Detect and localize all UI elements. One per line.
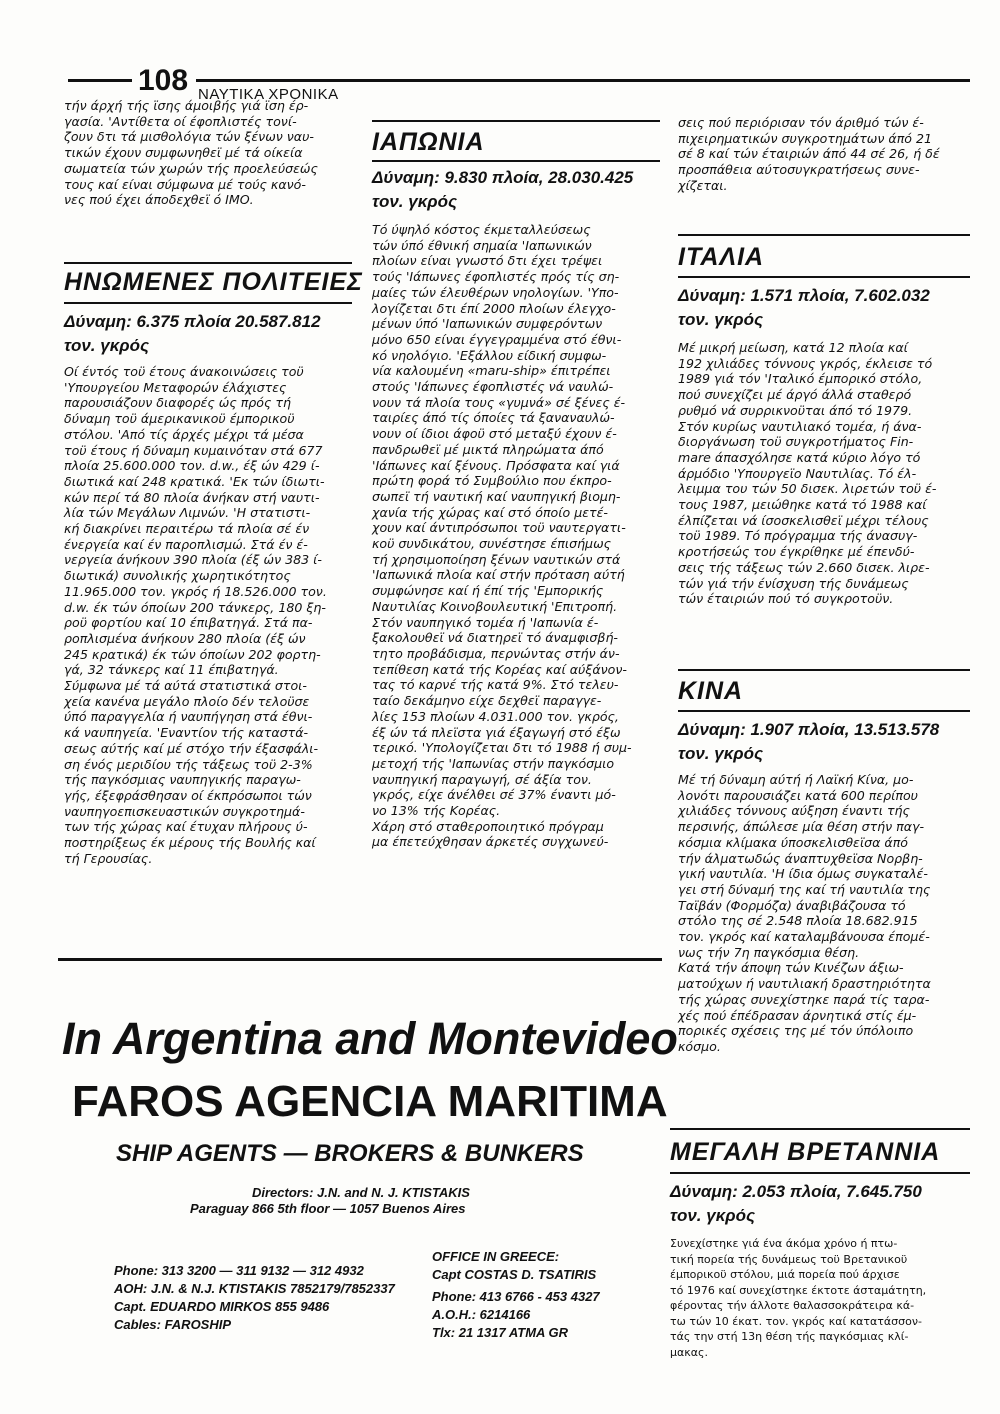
china-heading-rule-bottom: [678, 710, 970, 712]
italy-heading-rule-bottom: [678, 276, 970, 278]
col3-intro-text: σεις πού περιόρισαν τόν άριθμό τών έ- πιχειρηματικών συγκροτημάτων άπό 21 σέ 8 καί τών έταιριών άπό 44 σέ 26, ή δέ προσπάθεια αύτοσυγκρατήσεως συνε- χίζεται.: [678, 115, 940, 193]
usa-heading-rule-bottom: [64, 302, 352, 304]
usa-power: Δύναμη: 6.375 πλοία 20.587.812 τον. γκρός: [64, 312, 321, 355]
japan-heading-rule-top: [372, 120, 660, 122]
ad-greece-telex: Tlx: 21 1317 ATMA GR: [432, 1325, 569, 1340]
ad-greece-label: OFFICE IN GREECE:: [432, 1249, 560, 1264]
japan-power: Δύναμη: 9.830 πλοία, 28.030.425 τον. γκρός: [372, 168, 634, 211]
ad-contacts: [114, 1262, 395, 1334]
japan-heading-rule-bottom: [372, 160, 660, 162]
usa-heading: ΗΝΩΜΕΝΕΣ ΠΟΛΙΤΕΙΕΣ: [64, 268, 363, 296]
china-heading: ΚΙΝΑ: [678, 677, 744, 705]
uk-text: Συνεχίστηκε γιά ένα άκόμα χρόνο ή πτω- τική πορεία τής δυνάμεως τοϋ Βρετανικοϋ έμπορικοϋ στόλου, μιά πορεία πού άρχισε τό 1976 καί συνεχίστηκε έκτοτε άσταμάτητη, φέροντας τήν άλλοτε θαλασσοκράτειρα κά- τω τών 10 έκατ. τον. γκρός καί κατατάσσον- τάς την στή 13η θέση τής παγκόσμιας κλί- μακας.: [670, 1237, 927, 1359]
ad-top-rule: [58, 958, 662, 961]
italy-heading: ΙΤΑΛΙΑ: [678, 243, 765, 271]
usa-text: Οί έντός τοϋ έτους άνακοινώσεις τοϋ 'Υπουργείου Μεταφορών έλάχιστες παρουσιάζουν διαφορές ώς πρός τή δύναμη τοϋ άμερικανικοϋ έμπορικοϋ στόλου. 'Από τίς άρχές μέχρι τά μέσα τοϋ έτους ή δύναμη κυμαινόταν στά 677 πλοία 25.600.000 τον. d.w., έξ ών 429 ί- διωτικά καί 248 κρατικά. 'Εκ τών ίδιωτι- κών περί τά 80 πλοία άνήκαν στή ναυτι- λία τών Μεγάλων Λιμνών. 'Η στατιστι- κή διακρίνει περαιτέρω τά πλοία σέ έν ένεργεία καί έν παροπλισμώ. Στά έν έ- νεργεία άνήκουν 390 πλοία (έξ ών 383 ί- διωτικά) συνολικής χωρητικότητος 11.965.000 τον. γκρός ή 18.526.000 τον. d.w. έκ τών όποίων 200 τάνκερς, 180 ξη- ροϋ φορτίου καί 10 έπιβατηγά. Στά πα- ροπλισμένα άνήκουν 280 πλοία (έξ ών 245 κρατικά) έκ τών όποίων 202 φορτη- γά, 32 τάνκερς καί 11 έπιβατηγά. Σύμφωνα μέ τά αύτά στατιστικά στοι- χεία κανένα μεγάλο πλοίο δέν τελοϋσε ύπό παραγγελία ή ναυπήγηση στά έθνι- κά ναυπηγεία. 'Εναντίον τής καταστά- σεως αύτής καί μέ στόχο τήν έξασφάλι- ση ένός μεριδίου τής τάξεως τοϋ 2-3% τής παγκόσμιας ναυπηγικής παραγω- γής, έξεφράσθησαν οί έκπρόσωποι τών ναυπηγοεπισκευαστικών συγκροτημά- των τής χώρας καί έτυχαν πλήρους ύ- ποστηρίξεως έκ μέρους τής Βουλής καί τή Γερουσίας.: [64, 364, 327, 866]
usa-heading-rule-top: [64, 262, 352, 264]
ad-aoh: AOH: J.N. & N.J. KTISTAKIS 7852179/7852337: [114, 1281, 395, 1296]
page-number: 108: [138, 64, 189, 97]
ad-phone: Phone: 313 3200 — 311 9132 — 312 4932: [114, 1263, 364, 1278]
ad-captain: Capt. EDUARDO MIRKOS 855 9486: [114, 1299, 330, 1314]
uk-heading-rule-top: [670, 1128, 970, 1130]
uk-power: Δύναμη: 2.053 πλοία, 7.645.750 τον. γκρός: [670, 1182, 922, 1225]
header-rule-left: [68, 79, 132, 82]
uk-heading-rule-bottom: [670, 1172, 970, 1174]
ad-greece-office: [432, 1248, 600, 1342]
ad-greece-aoh: A.O.H.: 6214166: [432, 1307, 531, 1322]
uk-heading: ΜΕΓΑΛΗ ΒΡΕΤΑΝΝΙΑ: [670, 1138, 941, 1166]
ad-greece-contact: Capt COSTAS D. TSATIRIS: [432, 1267, 597, 1282]
ad-cables: Cables: FAROSHIP: [114, 1317, 232, 1332]
header-rule-right: [196, 79, 970, 82]
china-text: Μέ τή δύναμη αύτή ή Λαϊκή Κίνα, μο- λονότι παρουσιάζει κατά 600 περίπου χιλιάδες τόννους αύξηση έναντι τής περσινής, άπώλεσε μία θέση στήν παγ- κόσμια κλίμακα ύποσκελισθεϊσα άπό τήν άλματωδώς άναπτυχθεϊσα Νορβη- γική ναυτιλία. 'Η ίδια όμως συγκαταλέ- γει στή δύναμή της καί τή ναυτιλία της Ταϊβάν (Φορμόζα) άναβιβάζουσα τό στόλο της σέ 2.548 πλοία 18.682.915 τον. γκρός καί καταλαμβάνουσα έπομέ- νως τήν 7η παγκόσμια θέση. Κατά τήν άποψη τών Κινέζων άξιω- ματούχων ή ναυτιλιακή δραστηριότητα τής χώρας συνεχίστηκε παρά τίς ταρα- χές πού έπέδρασαν άρνητικά στίς έμ- πορικές σχέσεις της μέ τόν ύπόλοιπο κόσμο.: [678, 772, 931, 1054]
publication-title: ΝΑΥΤΙΚΑ ΧΡΟΝΙΚΑ: [198, 86, 339, 103]
japan-heading: ΙΑΠΩΝΙΑ: [372, 128, 485, 156]
ad-headline: In Argentina and Montevideo: [62, 1013, 678, 1064]
ad-directors: Directors: J.N. and N. J. KTISTAKIS: [252, 1185, 470, 1200]
japan-text: Τό ύψηλό κόστος έκμεταλλεύσεως τών ύπό έθνική σημαία 'Ιαπωνικών πλοίων είναι γνωστό δτι έχει τρέψει τούς 'Ιάπωνες έφοπλιστές πρός τίς ση- μαίες τών έλευθέρων νηολογίων. 'Υπο- λογίζεται δτι έπί 2000 πλοίων έλεγχο- μένων ύπό 'Ιαπωνικών συμφερόντων μόνο 650 είναι έγγεγραμμένα στό έθνι- κό νηολόγιο. 'Εξάλλου είδική συμφω- νία καλουμένη «maru-ship» έπιτρέπει στούς 'Ιάπωνες έφοπλιστές νά ναυλώ- νουν τά πλοία τους «γυμνά» σέ ξένες έ- ταιρίες άπό τίς όποίες τά ξαναναυλώ- νουν οί ίδιοι άφοϋ στό μεταξύ έχουν έ- πανδρωθεϊ μέ μικτά πληρώματα άπό 'Ιάπωνες καί ξένους. Πρόσφατα καί γιά πρώτη φορά τό Συμβούλιο που έκπρο- σωπεϊ τή ναυτική καί ναυπηγική βιομη- χανία τής χώρας καί στό όποίο μετέ- χουν καί άντιπρόσωποι τοϋ ναυτεργατι- κοϋ συνδικάτου, συνέστησε έπισήμως τή χρησιμοποίηση ξένων ναυτικών στά 'Ιαπωνικά πλοία καί στήν πρόταση αύτή συμφώνησε καί ή έπί τής 'Εμπορικής Ναυτιλίας Κοινοβουλευτική 'Επιτροπή. Στόν ναυπηγικό τομέα ή 'Ιαπωνία έ- ξακολουθεϊ νά διατηρεϊ τό άναμφισβή- τητο προβάδισμα, περνώντας στήν άν- τεπίθεση κατά τής Κορέας καί αύξάνον- τας τό καρνέ τής κατά 9%. Στό τελευ- ταίο δεκάμηνο είχε δεχθεϊ παραγγε- λίες 153 πλοίων 4.031.000 τον. γκρός, έξ ών τά πλεϊστα γιά έξαγωγή στό έξω τερικό. 'Υπολογίζεται δτι τό 1988 ή συμ- μετοχή τής 'Ιαπωνίας στήν παγκόσμιο ναυπηγική παραγωγή, σέ άξία τον. γκρός, είχε άνέλθει σέ 37% έναντι μό- νο 13% τής Κορέας. Χάρη στό σταθεροποιητικό πρόγραμ μα έπετεύχθησαν άρκετές συγχωνεύ-: [372, 222, 632, 850]
china-heading-rule-top: [678, 669, 970, 671]
italy-power: Δύναμη: 1.571 πλοία, 7.602.032 τον. γκρός: [678, 286, 930, 329]
italy-heading-rule-top: [678, 234, 970, 236]
ad-address: Paraguay 866 5th floor — 1057 Buenos Aires: [190, 1201, 466, 1216]
ad-company-name: FAROS AGENCIA MARITIMA: [72, 1077, 668, 1126]
china-power: Δύναμη: 1.907 πλοία, 13.513.578 τον. γκρός: [678, 720, 940, 763]
italy-text: Μέ μικρή μείωση, κατά 12 πλοία καί 192 χιλιάδες τόννους γκρός, έκλεισε τό 1989 γιά τόν 'Ιταλικό έμπορικό στόλο, πού συνεχίζει μέ άργό άλλά σταθερό ρυθμό νά συρρικνοϋται άπό τό 1979. Στόν κυρίως ναυτιλιακό τομέα, ή άνα- διοργάνωση τοϋ συγκροτήματος Fin- mare άπασχόλησε κατά κύριο λόγο τό άρμόδιο 'Υπουργεϊο Ναυτιλίας. Τό έλ- λειμμα του τών 50 δισεκ. λιρετών τοϋ έ- τους 1987, μειώθηκε κατά τό 1988 καί έλπίζεται νά ίσοσκελισθεϊ μέχρι τέλους τοϋ 1989. Τό πρόγραμμα τής άνασυγ- κροτήσεώς του έγκρίθηκε μέ έπενδύ- σεις τής τάξεως τών 2.660 δισεκ. λιρε- τών γιά τήν ένίσχυση τής δυνάμεως τών έταιριών πού τό συγκροτοϋν.: [678, 340, 937, 607]
col1-intro-text: τήν άρχή τής ϊσης άμοιβής γιά ϊση έρ- γασία. 'Αντίθετα οί έφοπλιστές τονί- ζουν δτι τά μισθολόγια τών ξένων ναυ- τικών έχουν συμφωνηθεϊ μέ τά οίκεία σωματεία τών χωρών τής προελεύσεώς τους καί είναι σύμφωνα μέ τούς κανό- νες πού έχει άποδεχθεϊ ό ΙΜΟ.: [64, 98, 318, 208]
ad-greece-phone: Phone: 413 6766 - 453 4327: [432, 1289, 600, 1304]
ad-services: SHIP AGENTS — BROKERS & BUNKERS: [116, 1140, 584, 1167]
